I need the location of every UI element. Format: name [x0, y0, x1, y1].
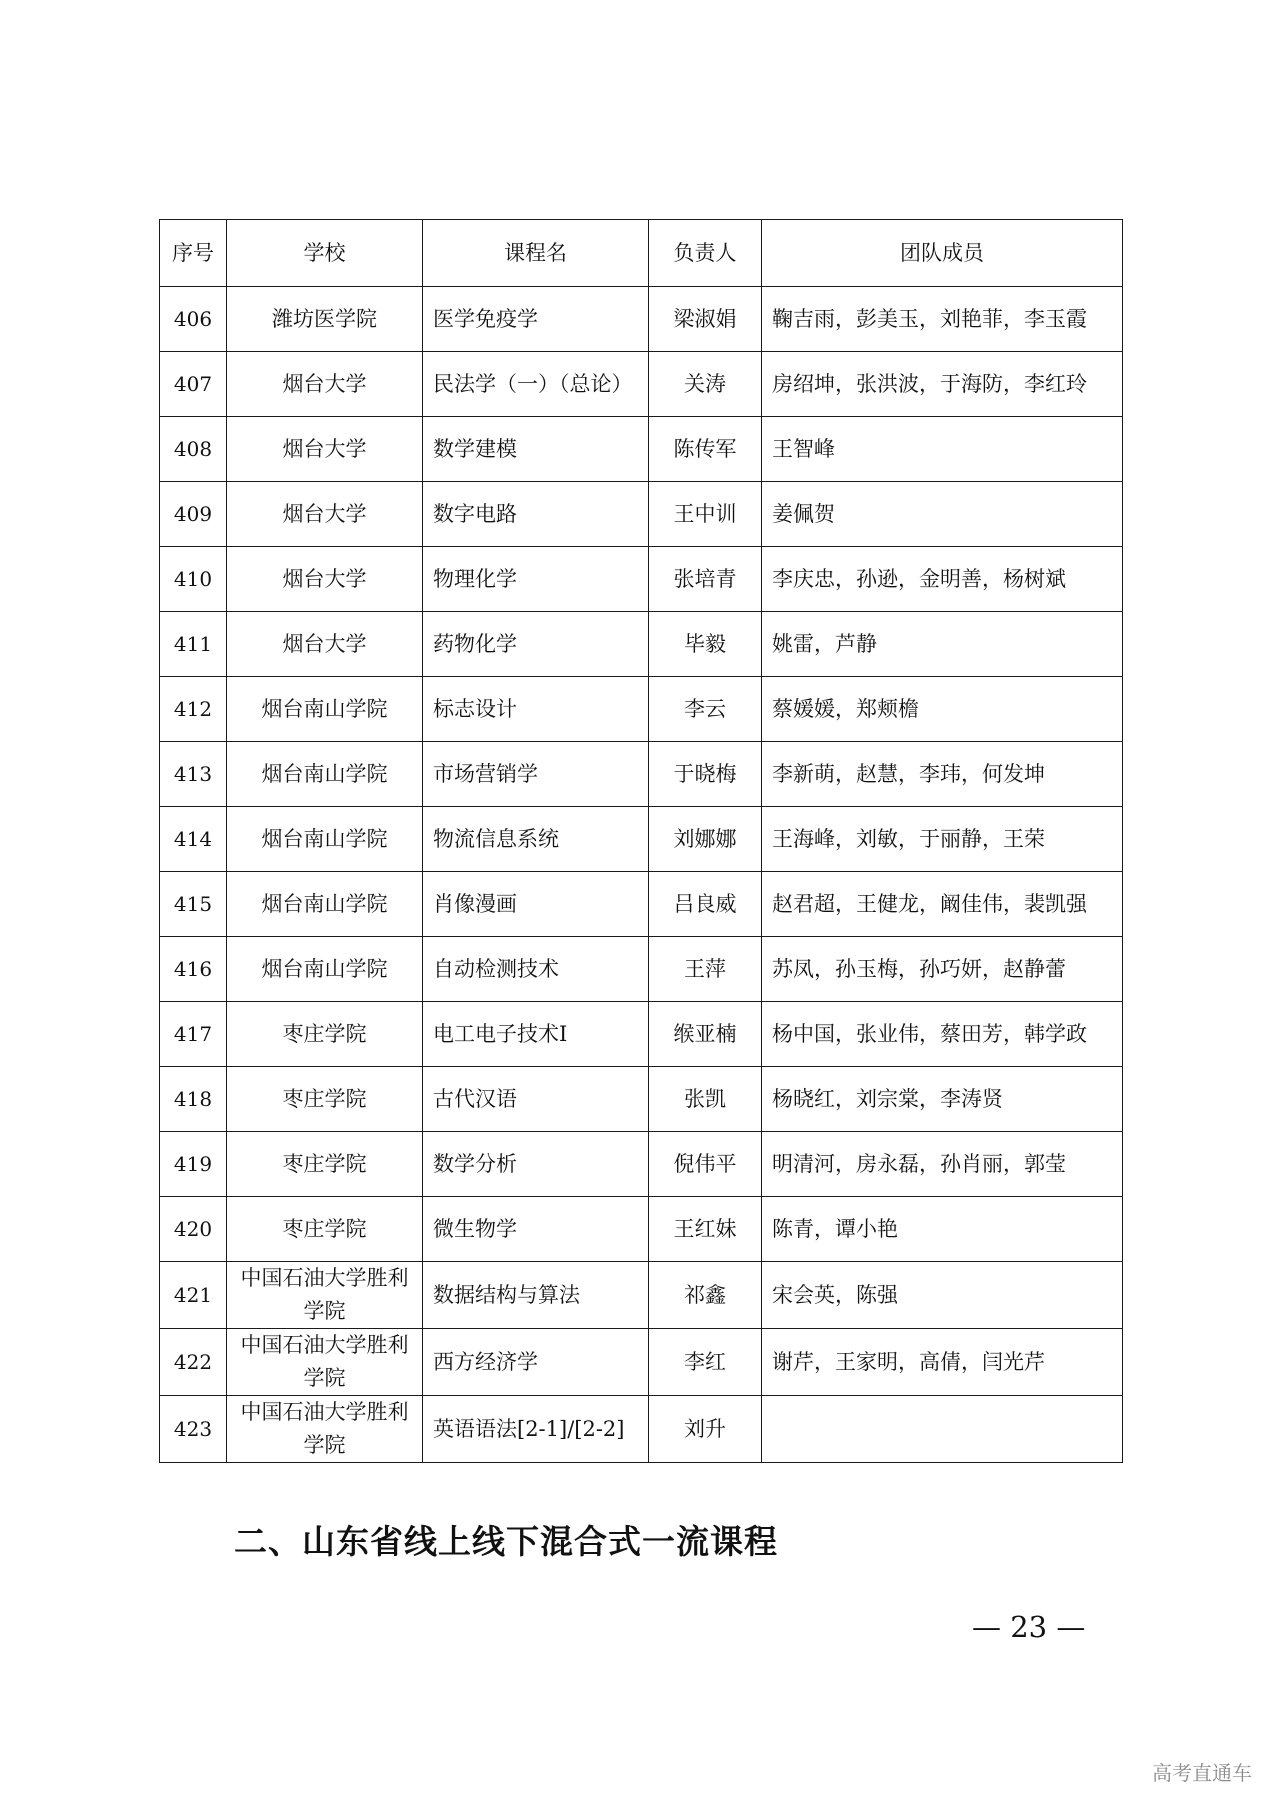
cell-leader: 祁鑫	[649, 1262, 762, 1329]
cell-seq: 416	[160, 937, 227, 1002]
cell-course: 市场营销学	[423, 742, 649, 807]
table-body	[160, 287, 1123, 1463]
cell-leader: 李红	[649, 1329, 762, 1396]
watermark: 高考直通车	[1152, 1761, 1252, 1785]
section-heading: 二、山东省线上线下混合式一流课程	[234, 1522, 778, 1561]
cell-course: 数据结构与算法	[423, 1262, 649, 1329]
cell-seq: 419	[160, 1132, 227, 1197]
cell-course: 西方经济学	[423, 1329, 649, 1396]
cell-seq: 406	[160, 287, 227, 352]
cell-leader: 倪伟平	[649, 1132, 762, 1197]
cell-members	[762, 1396, 1123, 1463]
cell-members: 明清河，房永磊，孙肖丽，郭莹	[762, 1132, 1123, 1197]
cell-members: 蔡媛媛，郑颊檐	[762, 677, 1123, 742]
cell-course: 数学分析	[423, 1132, 649, 1197]
header-seq: 序号	[160, 220, 227, 287]
table-row	[160, 1197, 1123, 1262]
cell-members: 王智峰	[762, 417, 1123, 482]
cell-school: 烟台南山学院	[227, 937, 423, 1002]
cell-leader: 王红妹	[649, 1197, 762, 1262]
cell-course: 物理化学	[423, 547, 649, 612]
cell-seq: 418	[160, 1067, 227, 1132]
cell-seq: 417	[160, 1002, 227, 1067]
cell-leader: 毕毅	[649, 612, 762, 677]
cell-course: 古代汉语	[423, 1067, 649, 1132]
cell-course: 药物化学	[423, 612, 649, 677]
cell-course: 微生物学	[423, 1197, 649, 1262]
cell-leader: 关涛	[649, 352, 762, 417]
cell-course: 肖像漫画	[423, 872, 649, 937]
table-row	[160, 807, 1123, 872]
table-row	[160, 287, 1123, 352]
table-row	[160, 417, 1123, 482]
cell-school: 烟台南山学院	[227, 677, 423, 742]
cell-school: 烟台南山学院	[227, 872, 423, 937]
cell-leader: 王中训	[649, 482, 762, 547]
cell-leader: 刘升	[649, 1396, 762, 1463]
cell-school: 烟台大学	[227, 352, 423, 417]
cell-members: 陈青，谭小艳	[762, 1197, 1123, 1262]
table-row	[160, 937, 1123, 1002]
cell-members: 赵君超，王健龙，阚佳伟，裴凯强	[762, 872, 1123, 937]
cell-school: 枣庄学院	[227, 1067, 423, 1132]
table-row	[160, 872, 1123, 937]
cell-members: 李新萌，赵慧，李玮，何发坤	[762, 742, 1123, 807]
cell-leader: 王萍	[649, 937, 762, 1002]
cell-members: 鞠吉雨，彭美玉，刘艳菲，李玉霞	[762, 287, 1123, 352]
cell-school: 中国石油大学胜利学院	[227, 1329, 423, 1396]
cell-leader: 李云	[649, 677, 762, 742]
cell-school: 烟台南山学院	[227, 807, 423, 872]
cell-seq: 407	[160, 352, 227, 417]
table-row	[160, 1329, 1123, 1396]
cell-seq: 421	[160, 1262, 227, 1329]
table-row	[160, 742, 1123, 807]
cell-school: 枣庄学院	[227, 1002, 423, 1067]
cell-seq: 423	[160, 1396, 227, 1463]
cell-members: 姚雷，芦静	[762, 612, 1123, 677]
cell-course: 民法学（一）（总论）	[423, 352, 649, 417]
cell-seq: 422	[160, 1329, 227, 1396]
cell-school: 枣庄学院	[227, 1132, 423, 1197]
cell-course: 数字电路	[423, 482, 649, 547]
cell-seq: 411	[160, 612, 227, 677]
table-header	[160, 220, 1123, 287]
cell-seq: 420	[160, 1197, 227, 1262]
cell-leader: 于晓梅	[649, 742, 762, 807]
cell-school: 烟台大学	[227, 417, 423, 482]
cell-course: 电工电子技术Ⅰ	[423, 1002, 649, 1067]
header-school: 学校	[227, 220, 423, 287]
cell-seq: 408	[160, 417, 227, 482]
cell-school: 中国石油大学胜利学院	[227, 1262, 423, 1329]
cell-school: 烟台大学	[227, 482, 423, 547]
table-row	[160, 1132, 1123, 1197]
cell-leader: 梁淑娟	[649, 287, 762, 352]
cell-school: 烟台大学	[227, 612, 423, 677]
cell-members: 宋会英，陈强	[762, 1262, 1123, 1329]
cell-school: 枣庄学院	[227, 1197, 423, 1262]
page-number: — 23 —	[972, 1610, 1086, 1644]
cell-seq: 410	[160, 547, 227, 612]
cell-leader: 吕良威	[649, 872, 762, 937]
cell-members: 苏凤，孙玉梅，孙巧妍，赵静蕾	[762, 937, 1123, 1002]
cell-school: 烟台南山学院	[227, 742, 423, 807]
course-table	[159, 219, 1123, 1463]
table-row	[160, 352, 1123, 417]
cell-course: 物流信息系统	[423, 807, 649, 872]
cell-members: 杨晓红，刘宗棠，李涛贤	[762, 1067, 1123, 1132]
cell-course: 英语语法[2-1]/[2-2]	[423, 1396, 649, 1463]
table-row	[160, 1396, 1123, 1463]
header-leader: 负责人	[649, 220, 762, 287]
table-row	[160, 1262, 1123, 1329]
cell-members: 王海峰，刘敏，于丽静，王荣	[762, 807, 1123, 872]
cell-leader: 张凯	[649, 1067, 762, 1132]
cell-course: 标志设计	[423, 677, 649, 742]
cell-seq: 409	[160, 482, 227, 547]
table-row	[160, 677, 1123, 742]
cell-seq: 415	[160, 872, 227, 937]
cell-leader: 陈传军	[649, 417, 762, 482]
cell-members: 姜佩贺	[762, 482, 1123, 547]
cell-leader: 张培青	[649, 547, 762, 612]
cell-leader: 缑亚楠	[649, 1002, 762, 1067]
cell-members: 谢芹，王家明，高倩，闫光芹	[762, 1329, 1123, 1396]
cell-seq: 414	[160, 807, 227, 872]
cell-members: 杨中国，张业伟，蔡田芳，韩学政	[762, 1002, 1123, 1067]
table-row	[160, 547, 1123, 612]
cell-school: 中国石油大学胜利学院	[227, 1396, 423, 1463]
cell-leader: 刘娜娜	[649, 807, 762, 872]
cell-course: 数学建模	[423, 417, 649, 482]
table-row	[160, 1002, 1123, 1067]
cell-course: 自动检测技术	[423, 937, 649, 1002]
header-course: 课程名	[423, 220, 649, 287]
cell-course: 医学免疫学	[423, 287, 649, 352]
header-row	[160, 220, 1123, 287]
cell-members: 李庆忠，孙逊，金明善，杨树斌	[762, 547, 1123, 612]
table-row	[160, 1067, 1123, 1132]
header-members: 团队成员	[762, 220, 1123, 287]
cell-school: 潍坊医学院	[227, 287, 423, 352]
cell-school: 烟台大学	[227, 547, 423, 612]
table-row	[160, 482, 1123, 547]
table-row	[160, 612, 1123, 677]
cell-seq: 413	[160, 742, 227, 807]
cell-seq: 412	[160, 677, 227, 742]
cell-members: 房绍坤，张洪波，于海防，李红玲	[762, 352, 1123, 417]
